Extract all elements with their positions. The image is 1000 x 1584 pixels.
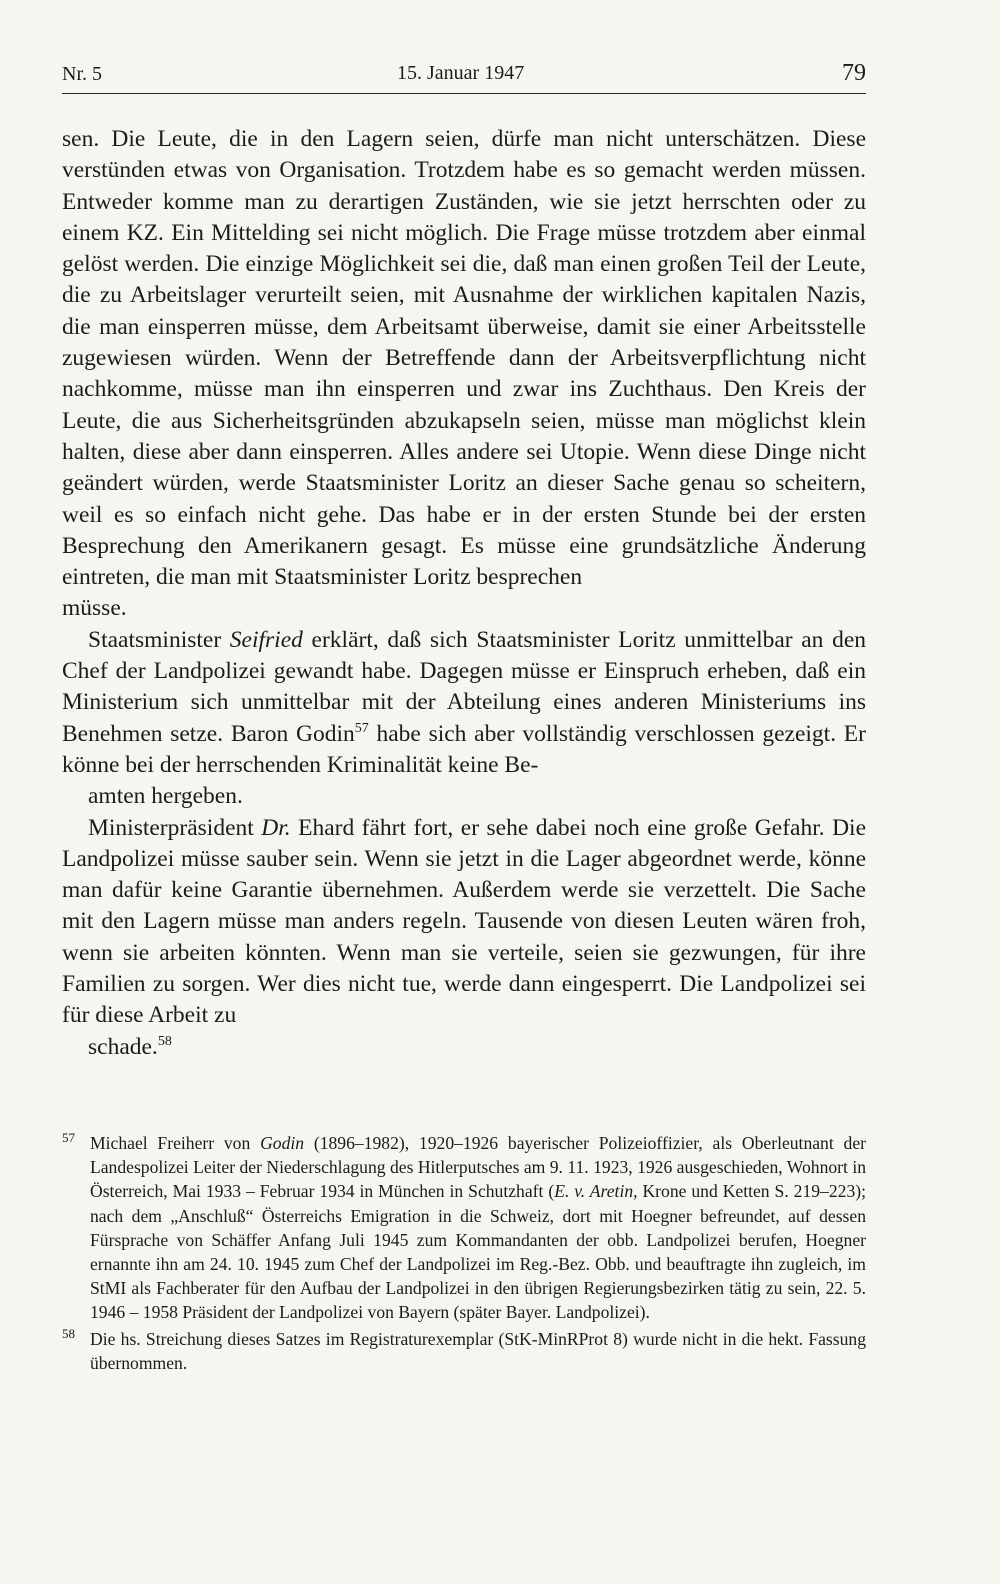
- paragraph-2-text-c: habe sich aber vollständig verschlossen gezeigt. Er könne bei der herrschenden Kriminalität keine Be-: [62, 720, 866, 778]
- paragraph-2-text-b: erklärt, daß sich Staatsminister Loritz unmittelbar an den Chef der Landpolizei gewandt habe. Dagegen müsse er Einspruch erheben, daß ein Ministerium sich unmittelbar mit der Abteilung eines anderen Ministeriums ins Benehmen setze. Baron Godin: [62, 626, 866, 747]
- paragraph-3-text-b: Ehard fährt fort, er sehe dabei noch eine große Gefahr. Die Landpolizei müsse sauber sein. Wenn sie jetzt in die Lager abgeordnet werde, könne man dafür keine Garantie übernehmen. Außerdem werde sie verzettelt. Die Sache mit den Lagern müsse man anders regeln. Tausende von diesen Leuten wären froh, wenn sie arbeiten könnten. Wenn man sie verteile, seien sie gezwungen, für ihre Familien zu sorgen. Wer dies nicht tue, werde dann eingesperrt. Die Landpolizei sei für diese Arbeit zu: [62, 814, 867, 1029]
- paragraph-3-end-text: schade.: [88, 1033, 158, 1060]
- paragraph-1: [62, 124, 866, 625]
- speaker-name-seifried: Seifried: [229, 626, 303, 653]
- page-number: 79: [842, 60, 866, 86]
- paragraph-2-text-a: Staatsminister: [88, 626, 230, 653]
- footnote-57: [62, 1131, 866, 1325]
- paragraph-1-last-line: müsse.: [62, 595, 127, 622]
- footnote-58-text: Die hs. Streichung dieses Satzes im Registraturexemplar (StK-MinRProt 8) wurde nicht in die hekt. Fassung übernommen.: [90, 1328, 866, 1373]
- main-text: [62, 124, 866, 1063]
- footnote-number: 57: [62, 1129, 75, 1145]
- paragraph-2: [62, 625, 866, 813]
- footnote-57-name: Godin: [260, 1132, 305, 1153]
- header-date: 15. Januar 1947: [397, 62, 525, 84]
- footnote-57-text-a: Michael Freiherr von: [90, 1132, 261, 1153]
- paragraph-3-text-a: Ministerpräsident: [88, 814, 262, 841]
- footnote-ref-57[interactable]: 57: [354, 720, 369, 736]
- footnote-ref-58[interactable]: 58: [157, 1033, 172, 1049]
- footnote-58: [62, 1327, 866, 1375]
- paragraph-3: [62, 813, 866, 1063]
- document-page: [62, 60, 866, 1377]
- footnote-57-citation: E. v. Aretin,: [554, 1181, 638, 1202]
- running-header: [62, 60, 866, 94]
- paragraph-2-last-line: amten hergeben.: [88, 783, 243, 810]
- speaker-title-dr: Dr.: [261, 814, 291, 841]
- paragraph-3-last-line: [62, 1032, 866, 1063]
- paragraph-1-text: sen. Die Leute, die in den Lagern seien, dürfe man nicht unterschätzen. Diese verstünden etwas von Organisation. Trotzdem habe es so gemacht werden müssen. Entweder komme man zu derartigen Zuständen, wie sie jetzt herrschten oder zu einem KZ. Ein Mittelding sei nicht möglich. Die Frage müsse trotzdem aber einmal gelöst werden. Die einzige Möglichkeit sei die, daß man einen großen Teil der Leute, die zu Arbeitslager verurteilt seien, mit Ausnahme der wirklichen kapitalen Nazis, die man einsperren müsse, dem Arbeitsamt überweise, damit sie einer Arbeitsstelle zugewiesen würden. Wenn der Betreffende dann der Arbeitsverpflichtung nicht nachkomme, müsse man ihn einsperren und zwar ins Zuchthaus. Den Kreis der Leute, die aus Sicherheitsgründen abzukapseln seien, müsse man möglichst klein halten, diese aber dann einsperren. Alles andere sei Utopie. Wenn diese Dinge nicht geändert würden, werde Staatsminister Loritz an dieser Sache genau so scheitern, weil es so einfach nicht gehe. Das habe er in der ersten Stunde bei der ersten Besprechung den Amerikanern gesagt. Es müsse eine grundsätzliche Änderung eintreten, die man mit Staatsminister Loritz besprechen: [62, 126, 866, 591]
- footnotes: [62, 1131, 866, 1375]
- footnote-number: 58: [62, 1325, 75, 1341]
- issue-number: Nr. 5: [62, 63, 102, 85]
- footnote-57-text-c: Krone und Ketten S. 219–223); nach dem „Anschluß“ Österreichs Emigration in die Schweiz, dort mit Hoegner befreundet, auf dessen Fürsprache von Schäffer Anfang Juli 1945 zum Kommandanten der obb. Landpolizei berufen, Hoegner ernannte ihn am 24. 10. 1945 zum Chef der Landpolizei im Reg.-Bez. Obb. und beauftragte ihn zugleich, im StMI als Fachberater für den Aufbau der Landpolizei in den übrigen Regierungsbezirken tätig zu sein, 22. 5. 1946 – 1958 Präsident der Landpolizei von Bayern (später Bayer. Landpolizei).: [90, 1181, 866, 1323]
- footnote-57-text-b: (1896–1982), 1920–1926 bayerischer Polizeioffizier, als Oberleutnant der Landespolizei Leiter der Niederschlagung des Hitlerputsches am 9. 11. 1923, 1926 ausgeschieden, Wohnort in Österreich, Mai 1933 – Februar 1934 in München in Schutzhaft (: [90, 1132, 866, 1202]
